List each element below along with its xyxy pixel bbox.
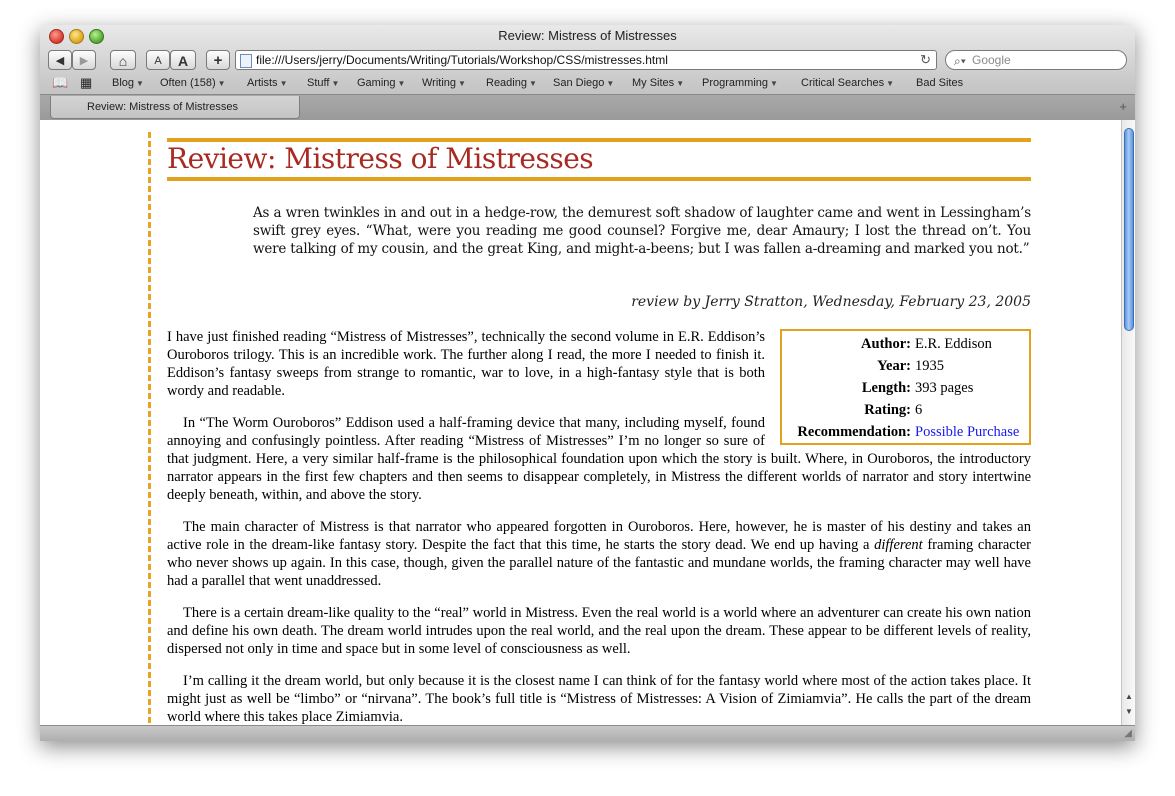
length-label: Length:	[861, 380, 911, 396]
recommendation-link[interactable]: Possible Purchase	[915, 424, 1020, 440]
paragraph-3: The main character of Mistress is that narrator who appeared forgotten in Ouroboros. Here, however, he is master of his destiny and takes an active role in the dream-like fantasy story. Despite the fact that this time, he starts the story dead. We end up having a different framing character who never shows up again. In this case, though, given the parallel nature of the fantastic and mundane worlds, the framing character may well have had a parallel that went unaddressed.	[167, 519, 1031, 589]
text-smaller-button[interactable]: A	[146, 50, 170, 70]
rating-label: Rating:	[864, 402, 911, 418]
search-input[interactable]	[945, 50, 1127, 70]
author-label: Author:	[861, 336, 911, 352]
bookmark-bad-sites[interactable]: Bad Sites	[916, 77, 964, 89]
vertical-scrollbar[interactable]	[1121, 120, 1135, 725]
page-content	[40, 120, 1121, 725]
forward-button[interactable]: ▶	[72, 50, 96, 70]
tab-review[interactable]: Review: Mistress of Mistresses	[50, 96, 300, 119]
resize-grip-icon[interactable]: ◢	[1124, 728, 1132, 739]
left-dashed-border	[148, 132, 151, 725]
search-icon: ⌕▾	[954, 54, 966, 68]
chevron-down-icon: ▼	[770, 79, 778, 88]
bookmark-blog[interactable]: Blog ▼	[112, 77, 144, 89]
bookmark-san-diego[interactable]: San Diego ▼	[553, 77, 615, 89]
bookmark-writing[interactable]: Writing ▼	[422, 77, 466, 89]
chevron-down-icon: ▼	[528, 79, 537, 88]
chevron-down-icon: ▼	[331, 79, 340, 88]
search-placeholder: Google	[972, 53, 1011, 67]
chevron-down-icon: ▼	[279, 79, 288, 88]
title-bottom-rule	[167, 177, 1031, 181]
page-title: Review: Mistress of Mistresses	[167, 142, 594, 175]
toolbar	[40, 48, 1135, 72]
scroll-down-arrow-icon[interactable]: ▼	[1125, 707, 1133, 716]
new-tab-icon[interactable]: +	[1119, 99, 1127, 114]
browser-window	[40, 25, 1135, 741]
chevron-down-icon: ▼	[397, 79, 406, 88]
chevron-down-icon: ▼	[606, 79, 615, 88]
chevron-down-icon: ▼	[676, 79, 685, 88]
back-button[interactable]: ◀	[48, 50, 72, 70]
paragraph-4: There is a certain dream-like quality to the “real” world in Mistress. Even the real world is a world where an adventurer can create his own nation and define his own death. The dream world intrudes upon the real world, and the real upon the dream. These appear to be different levels of reality, dispersed not only in time and space but in some level of consciousness as well.	[167, 605, 1031, 657]
year-label: Year:	[877, 358, 911, 374]
add-bookmark-button[interactable]: +	[206, 50, 230, 70]
bookmarks-book-icon[interactable]: 📖	[52, 75, 69, 90]
address-bar[interactable]	[235, 50, 937, 70]
bookmark-gaming[interactable]: Gaming ▼	[357, 77, 406, 89]
text-larger-button[interactable]: A	[170, 50, 196, 70]
reload-icon[interactable]: ↻	[920, 52, 931, 67]
bookmark-programming[interactable]: Programming ▼	[702, 77, 778, 89]
chevron-down-icon: ▼	[136, 79, 144, 88]
author-value: E.R. Eddison	[915, 336, 992, 352]
status-bar	[40, 725, 1135, 741]
chevron-down-icon: ▼	[217, 79, 226, 88]
tab-bar	[40, 94, 1135, 121]
year-value: 1935	[915, 358, 944, 374]
bookmark-stuff[interactable]: Stuff ▼	[307, 77, 340, 89]
page-icon	[240, 54, 252, 68]
home-button[interactable]: ⌂	[110, 50, 136, 70]
review-byline: review by Jerry Stratton, Wednesday, February 23, 2005	[631, 294, 1031, 310]
bookmark-artists[interactable]: Artists ▼	[247, 77, 288, 89]
rating-value: 6	[915, 402, 923, 418]
bookmark-critical-searches[interactable]: Critical Searches ▼	[801, 77, 895, 89]
length-value: 393 pages	[915, 380, 974, 396]
paragraph-2: In “The Worm Ouroboros” Eddison used a half-framing device that many, including myself, found annoying and confusingly pointless. After reading “Mistress of Mistresses” I’m no longer so sure of that judgment. Here, a very similar half-frame is the philosophical foundation upon which the story is built. Where, in Ouroboros, the introductory narrator appears in the first few chapters and then seems to disappear completely, in Mistress the different worlds of narrator and story intertwine deeply beneath, within, and above the story.	[167, 415, 1031, 503]
chevron-down-icon: ▼	[458, 79, 466, 88]
info-box-spacer	[765, 328, 1031, 446]
bookmark-reading[interactable]: Reading ▼	[486, 77, 537, 89]
emphasis-different: different	[874, 537, 923, 553]
scrollbar-thumb[interactable]	[1124, 128, 1134, 331]
bookmarks-bar	[40, 74, 1135, 94]
window-title: Review: Mistress of Mistresses	[498, 28, 677, 43]
epigraph-quote: As a wren twinkles in and out in a hedge-row, the demurest soft shadow of laughter came and went in Lessingham’s swift grey eyes. “What, were you reading me good counsel? Forgive me, dear Amaury; I lost the thread on’t. You were talking of my cousin, and the great King, and might-a-beens; but I was fallen a-dreaming and marked you not.”	[253, 205, 1031, 257]
recommendation-label: Recommendation:	[797, 424, 911, 440]
paragraph-5: I’m calling it the dream world, but only because it is the closest name I can think of for the fantasy world where most of the action takes place. It might just as well be “limbo” or “nirvana”. The book’s full title is “Mistress of Mistresses: A Vision of Zimiamvia”. He calls the part of the dream world where this takes place Zimiamvia.	[167, 673, 1031, 725]
scroll-up-arrow-icon[interactable]: ▲	[1125, 692, 1133, 701]
title-bar	[40, 25, 1135, 121]
bookmark-often[interactable]: Often (158) ▼	[160, 77, 226, 89]
paragraph-1: I have just finished reading “Mistress of Mistresses”, technically the second volume in E.R. Eddison’s Ouroboros trilogy. This is an incredible work. The further along I read, the more I needed to finish it. Eddison’s fantasy sweeps from strange to romantic, war to love, in a high-fantasy style that is both wordy and readable.	[167, 329, 765, 399]
chevron-down-icon: ▼	[886, 79, 895, 88]
bookmark-my-sites[interactable]: My Sites ▼	[632, 77, 685, 89]
url-text: file:///Users/jerry/Documents/Writing/Tutorials/Workshop/CSS/mistresses.html	[256, 53, 668, 67]
top-sites-grid-icon[interactable]: ▦	[80, 75, 93, 90]
article-body	[167, 328, 1031, 725]
